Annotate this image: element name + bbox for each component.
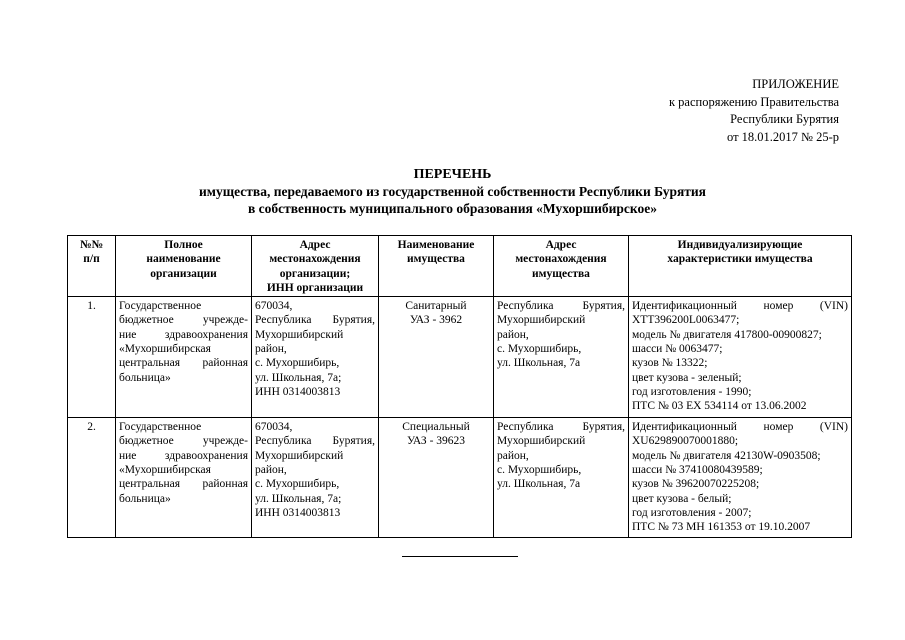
appendix-block <box>669 76 839 146</box>
document-heading <box>60 166 845 217</box>
organization-address-cell: 670034, Республика Бурятия, Мухоршибирский район, с. Мухоршибирь, ул. Школьная, 7а; ИНН 0314003813 <box>252 297 379 418</box>
property-name-cell: Специальный УАЗ - 39623 <box>379 418 494 537</box>
organization-address-cell: 670034, Республика Бурятия, Мухоршибирский район, с. Мухоршибирь, ул. Школьная, 7а; ИНН 0314003813 <box>252 418 379 537</box>
header-organization-address: Адрес местонахождения организации; ИНН организации <box>252 236 379 297</box>
table-row <box>68 297 852 418</box>
row-number: 2. <box>68 418 116 537</box>
property-address-cell: Республика Бурятия, Мухоршибирский район, с. Мухоршибирь, ул. Школьная, 7а <box>494 418 629 537</box>
appendix-date: от 18.01.2017 № 25-р <box>726 129 839 144</box>
property-address-cell: Республика Бурятия, Мухоршибирский район, с. Мухоршибирь, ул. Школьная, 7а <box>494 297 629 418</box>
closing-rule-divider <box>402 556 518 557</box>
appendix-title: ПРИЛОЖЕНИЕ <box>752 77 839 91</box>
document-subtitle: имущества, передаваемого из государственной собственности Республики Бурятия <box>199 184 706 199</box>
organization-cell: Государственное бюджетное учрежде- ние здравоохранения «Мухоршибирская центральная районная больница» <box>116 297 252 418</box>
characteristics-cell: Идентификационный номер (VIN) ХТТ396200L0063477; модель № двигателя 417800-00900827; шасси № 0063477; кузов № 13322; цвет кузова - зеленый; год изготовления - 1990; ПТС № 03 ЕХ 534114 от 13.06.2002 <box>629 297 852 418</box>
header-property-address: Адрес местонахождения имущества <box>494 236 629 297</box>
header-organization: Полное наименование организации <box>116 236 252 297</box>
property-table <box>67 235 852 538</box>
header-characteristics: Индивидуализирующие характеристики имущества <box>629 236 852 297</box>
document-subtitle: в собственность муниципального образования «Мухоршибирское» <box>247 201 658 216</box>
appendix-line: Республики Бурятия <box>730 112 839 126</box>
table-header-row <box>68 236 852 297</box>
property-name-cell: Санитарный УАЗ - 3962 <box>379 297 494 418</box>
organization-cell: Государственное бюджетное учрежде- ние здравоохранения «Мухоршибирская центральная районная больница» <box>116 418 252 537</box>
characteristics-cell: Идентификационный номер (VIN) XU629890070001880; модель № двигателя 42130W-0903508; шасси № 37410080439589; кузов № 39620070225208; цвет кузова - белый; год изготовления - 2007; ПТС № 73 МН 161353 от 19.10.2007 <box>629 418 852 537</box>
table-row <box>68 418 852 537</box>
document-title: ПЕРЕЧЕНЬ <box>413 167 492 182</box>
row-number: 1. <box>68 297 116 418</box>
appendix-line: к распоряжению Правительства <box>668 94 839 109</box>
header-number: №№ п/п <box>68 236 116 297</box>
header-property-name: Наименование имущества <box>379 236 494 297</box>
